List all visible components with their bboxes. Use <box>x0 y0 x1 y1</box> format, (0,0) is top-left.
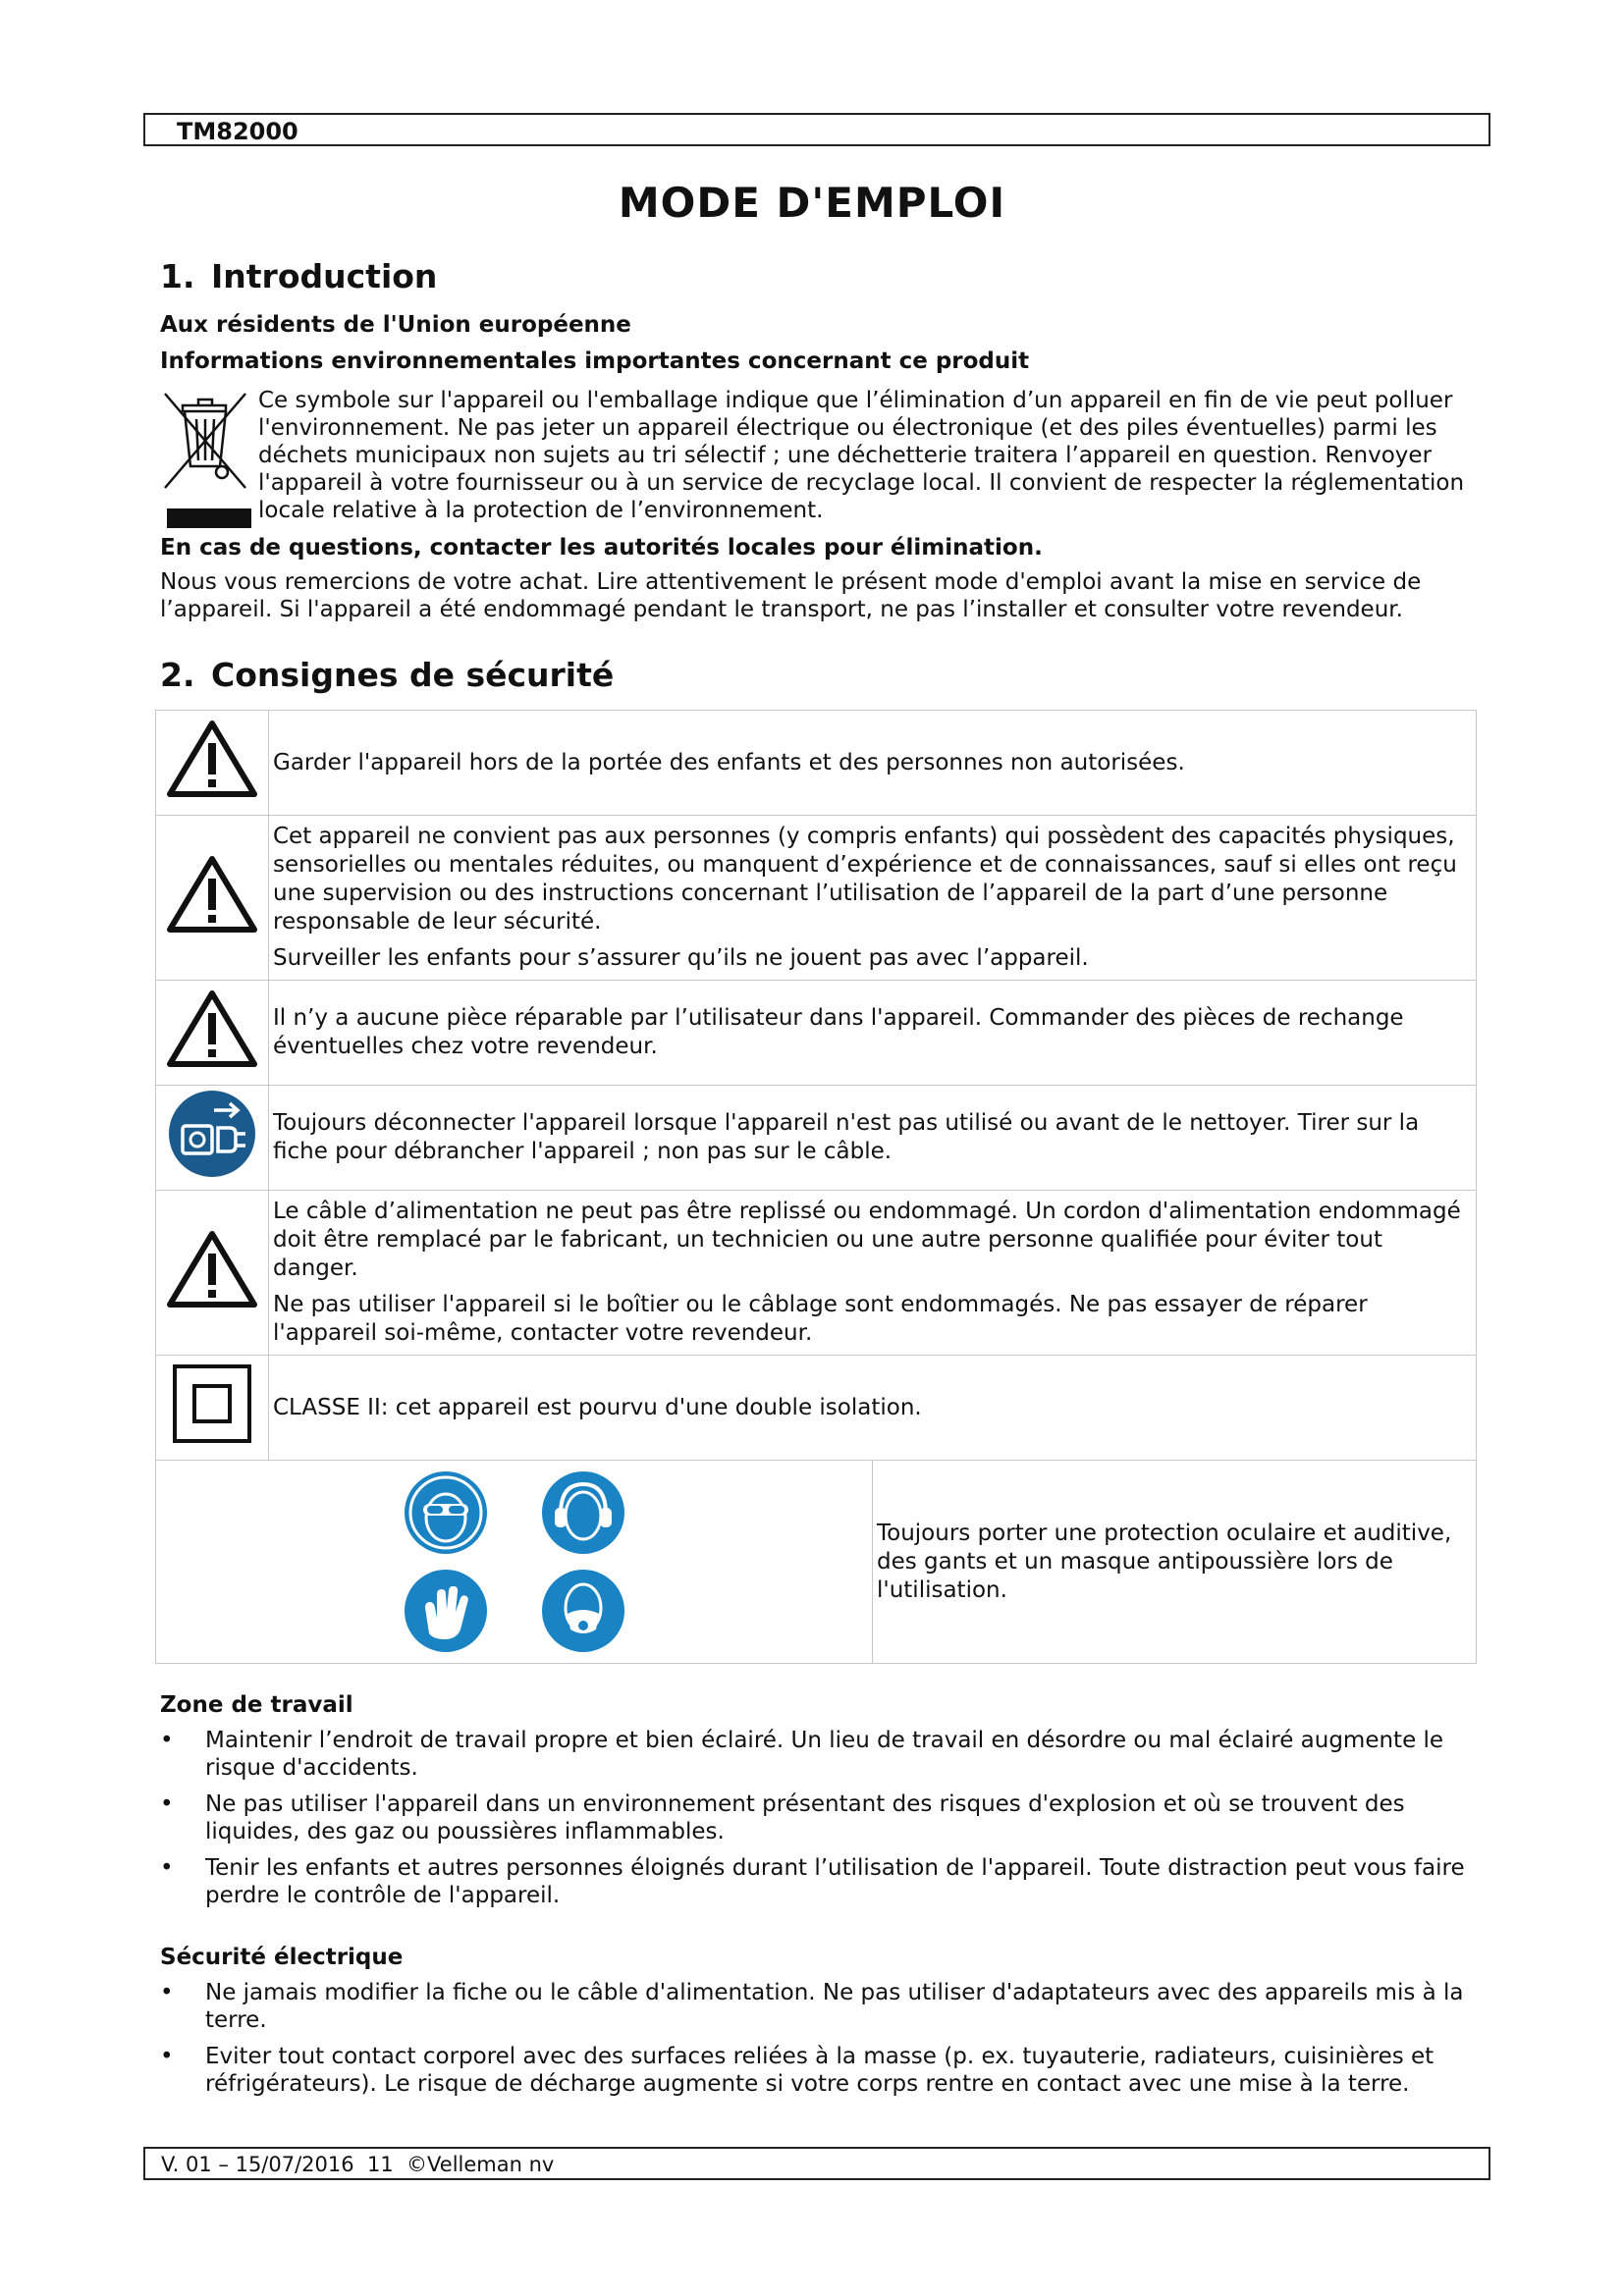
electrical-list <box>160 1979 1481 2107</box>
safety-text-secondary: Ne pas utiliser l'appareil si le boîtier ou le câblage sont endommagés. Ne pas essayer de réparer l'appareil soi-même, contacter votre revendeur. <box>273 1292 1368 1346</box>
safety-icon-cell <box>156 711 269 816</box>
safety-icon-cell <box>156 1356 269 1461</box>
safety-text: Garder l'appareil hors de la portée des enfants et des personnes non autorisées. <box>273 749 1185 775</box>
weee-text: Ce symbole sur l'appareil ou l'emballage indique que l’élimination d’un appareil en fin de vie peut polluer l'environnement. Ne pas jeter un appareil électrique ou électronique (et des piles éventuelles) parmi les déchets municipaux non sujets au tri sélectif ; une déchetterie traitera l’appareil en question. Renvoyer l'appareil à votre fournisseur ou à un service de recyclage local. Il convient de respecter la réglementation locale relative à la protection de l’environnement. <box>258 388 1465 523</box>
safety-icon-cell <box>156 1191 269 1356</box>
list-item: • Tenir les enfants et autres personnes éloignés durant l’utilisation de l'appareil. Toute distraction peut vous faire perdre le contrôle de l'appareil. <box>160 1854 1481 1909</box>
electrical-heading: Sécurité électrique <box>160 1945 404 1970</box>
ppe-text: Toujours porter une protection oculaire et auditive, des gants et un masque antipoussière lors de l'utilisation. <box>877 1520 1452 1603</box>
weee-bin-icon <box>161 390 249 492</box>
weee-bar <box>167 508 251 528</box>
safety-icon-cell <box>156 1086 269 1191</box>
safety-icon-cell <box>156 981 269 1086</box>
warning-icon <box>166 1230 258 1308</box>
env-info-heading: Informations environnementales importantes concernant ce produit <box>160 348 1030 374</box>
safety-text-cell <box>269 1356 1477 1461</box>
list-item: • Eviter tout contact corporel avec des surfaces reliées à la masse (p. ex. tuyauterie, radiateurs, cuisinières et réfrigérateurs). Le risque de décharge augmente si votre corps rentre en contact avec une mise à la terre. <box>160 2043 1481 2098</box>
safety-icon-cell <box>156 816 269 981</box>
section-2-number: 2. <box>160 656 195 694</box>
safety-row-ppe <box>156 1461 1477 1664</box>
safety-text-secondary: Surveiller les enfants pour s’assurer qu’ils ne jouent pas avec l’appareil. <box>273 945 1089 971</box>
model-number: TM82000 <box>177 118 298 145</box>
footer-box <box>143 2147 1490 2180</box>
dust-mask-icon <box>541 1569 625 1653</box>
safety-row <box>156 711 1477 816</box>
ppe-text-cell <box>873 1461 1477 1664</box>
safety-text-cell <box>269 711 1477 816</box>
intro-text: Nous vous remercions de votre achat. Lire attentivement le présent mode d'emploi avant la mise en service de l’appareil. Si l'appareil a été endommagé pendant le transport, ne pas l’installer et consulter votre revendeur. <box>160 569 1422 622</box>
section-2-heading <box>160 656 614 694</box>
section-1-title: Introduction <box>211 257 438 295</box>
warning-icon <box>166 720 258 798</box>
safety-row <box>156 1086 1477 1191</box>
gloves-icon <box>404 1569 488 1653</box>
list-item: • Ne jamais modifier la fiche ou le câble d'alimentation. Ne pas utiliser d'adaptateurs avec des appareils mis à la terre. <box>160 1979 1481 2034</box>
safety-text: Il n’y a aucune pièce réparable par l’utilisateur dans l'appareil. Commander des pièces de rechange éventuelles chez votre revendeur. <box>273 1005 1404 1059</box>
hearing-protection-icon <box>541 1470 625 1555</box>
warning-icon <box>166 989 258 1068</box>
safety-row <box>156 981 1477 1086</box>
safety-text-cell <box>269 816 1477 981</box>
work-zone-list <box>160 1727 1481 1918</box>
section-1-number: 1. <box>160 257 195 295</box>
safety-row <box>156 816 1477 981</box>
list-item: • Ne pas utiliser l'appareil dans un environnement présentant des risques d'explosion et où se trouvent des liquides, des gaz ou poussières inflammables. <box>160 1790 1481 1845</box>
class-ii-icon <box>172 1363 252 1444</box>
safety-text: Le câble d’alimentation ne peut pas être replissé ou endommagé. Un cordon d'alimentation endommagé doit être remplacé par le fabricant, un technicien ou une autre personne qualifiée pour éviter tout danger. <box>273 1199 1461 1281</box>
safety-text-cell <box>269 1191 1477 1356</box>
safety-text-cell <box>269 981 1477 1086</box>
footer-text: V. 01 – 15/07/2016 11 ©Velleman nv <box>161 2153 555 2176</box>
page-title: MODE D'EMPLOI <box>618 179 1006 227</box>
safety-text: CLASSE II: cet appareil est pourvu d'une double isolation. <box>273 1394 922 1420</box>
unplug-icon <box>167 1089 257 1179</box>
section-1-heading <box>160 257 437 295</box>
questions-text: En cas de questions, contacter les autorités locales pour élimination. <box>160 535 1043 561</box>
ppe-icons-cell <box>156 1461 873 1664</box>
warning-icon <box>166 855 258 934</box>
safety-row <box>156 1191 1477 1356</box>
safety-text: Cet appareil ne convient pas aux personnes (y compris enfants) qui possèdent des capacités physiques, sensorielles ou mentales réduites, ou manquent d’expérience et de connaissances, sauf si elles ont reçu une supervision ou des instructions concernant l’utilisation de l’appareil de la part d’une personne responsable de leur sécurité. <box>273 824 1457 934</box>
safety-table <box>155 710 1477 1664</box>
header-box <box>143 113 1490 146</box>
eye-protection-icon <box>404 1470 488 1555</box>
eu-residents-heading: Aux résidents de l'Union européenne <box>160 312 631 338</box>
safety-text-cell <box>269 1086 1477 1191</box>
work-zone-heading: Zone de travail <box>160 1692 353 1718</box>
safety-text: Toujours déconnecter l'appareil lorsque l'appareil n'est pas utilisé ou avant de le nettoyer. Tirer sur la fiche pour débrancher l'appareil ; non pas sur le câble. <box>273 1110 1420 1164</box>
list-item: • Maintenir l’endroit de travail propre et bien éclairé. Un lieu de travail en désordre ou mal éclairé augmente le risque d'accidents. <box>160 1727 1481 1782</box>
safety-row <box>156 1356 1477 1461</box>
section-2-title: Consignes de sécurité <box>211 656 615 694</box>
